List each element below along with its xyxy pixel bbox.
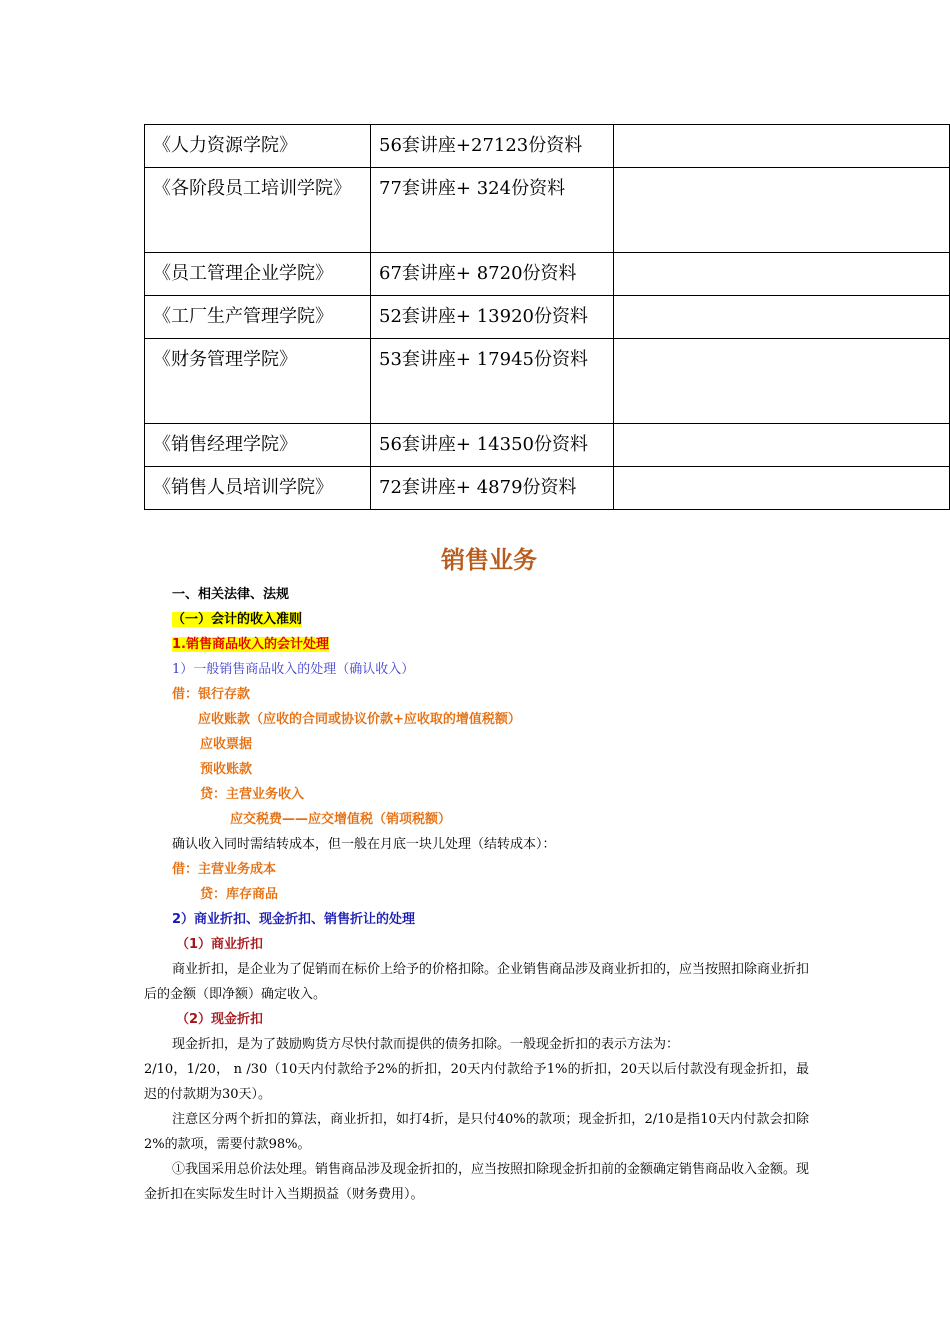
table-row bbox=[145, 125, 950, 168]
table-row bbox=[145, 339, 950, 424]
journal-credit-inventory: 贷：库存商品 bbox=[200, 887, 279, 902]
heading-laws: 一、相关法律、法规 bbox=[172, 587, 290, 602]
heading-sales-revenue: 1.销售商品收入的会计处理 bbox=[172, 637, 329, 652]
table-row bbox=[145, 296, 950, 339]
paragraph-trade-discount: 商业折扣，是企业为了促销而在标价上给予的价格扣除。企业销售商品涉及商业折扣的，应当按照扣除商业折扣后的金额（即净额）确定收入。 bbox=[144, 962, 810, 1002]
course-note bbox=[614, 339, 950, 424]
course-content: 56套讲座+ 14350份资料 bbox=[371, 424, 614, 467]
course-content: 72套讲座+ 4879份资料 bbox=[371, 467, 614, 510]
course-name: 《财务管理学院》 bbox=[145, 339, 371, 424]
section-title: 销售业务 bbox=[441, 546, 537, 574]
paragraph-cash-discount: 现金折扣，是为了鼓励购货方尽快付款而提供的债务扣除。一般现金折扣的表示方法为： bbox=[172, 1037, 680, 1052]
course-content: 53套讲座+ 17945份资料 bbox=[371, 339, 614, 424]
table-row bbox=[145, 168, 950, 253]
paragraph-discount-comparison: 注意区分两个折扣的算法，商业折扣，如打4折，是只付40%的款项；现金折扣，2/10是指10天内付款会扣除2%的款项，需要付款98%。 bbox=[144, 1112, 809, 1152]
course-content: 77套讲座+ 324份资料 bbox=[371, 168, 614, 253]
course-name: 《各阶段员工培训学院》 bbox=[145, 168, 371, 253]
journal-debit-bank: 借：银行存款 bbox=[172, 687, 251, 702]
text-cost-transfer: 确认收入同时需结转成本，但一般在月底一块儿处理（结转成本）： bbox=[172, 837, 556, 852]
table-row bbox=[145, 467, 950, 510]
table-row bbox=[145, 424, 950, 467]
section-content bbox=[144, 582, 809, 1207]
journal-advance-receipts: 预收账款 bbox=[200, 762, 253, 777]
paragraph-discount-terms: 2/10，1/20， n /30（10天内付款给予2%的折扣，20天内付款给予1%的折扣，20天以后付款没有现金折扣，最迟的付款期为30天）。 bbox=[144, 1062, 809, 1102]
paragraph-gross-method: ①我国采用总价法处理。销售商品涉及现金折扣的，应当按照扣除现金折扣前的金额确定销售商品收入金额。现金折扣在实际发生时计入当期损益（财务费用）。 bbox=[144, 1162, 810, 1202]
course-name: 《人力资源学院》 bbox=[145, 125, 371, 168]
table-row bbox=[145, 253, 950, 296]
course-table bbox=[144, 124, 950, 510]
heading-general-sales: 1）一般销售商品收入的处理（确认收入） bbox=[172, 662, 415, 677]
journal-receivable: 应收账款（应收的合同或协议价款+应收取的增值税额） bbox=[198, 712, 521, 727]
course-note bbox=[614, 125, 950, 168]
course-name: 《工厂生产管理学院》 bbox=[145, 296, 371, 339]
course-name: 《员工管理企业学院》 bbox=[145, 253, 371, 296]
course-name: 《销售人员培训学院》 bbox=[145, 467, 371, 510]
heading-trade-discount: （1）商业折扣 bbox=[176, 937, 264, 952]
journal-credit-revenue: 贷：主营业务收入 bbox=[200, 787, 305, 802]
heading-discounts: 2）商业折扣、现金折扣、销售折让的处理 bbox=[172, 912, 416, 927]
heading-cash-discount: （2）现金折扣 bbox=[176, 1012, 264, 1027]
journal-debit-cost: 借：主营业务成本 bbox=[172, 862, 277, 877]
course-name: 《销售经理学院》 bbox=[145, 424, 371, 467]
journal-vat: 应交税费——应交增值税（销项税额） bbox=[230, 812, 452, 827]
course-content: 52套讲座+ 13920份资料 bbox=[371, 296, 614, 339]
course-note bbox=[614, 467, 950, 510]
heading-revenue-standard: （一）会计的收入准则 bbox=[172, 612, 303, 627]
course-content: 67套讲座+ 8720份资料 bbox=[371, 253, 614, 296]
course-note bbox=[614, 253, 950, 296]
course-note bbox=[614, 424, 950, 467]
course-note bbox=[614, 168, 950, 253]
course-note bbox=[614, 296, 950, 339]
course-content: 56套讲座+27123份资料 bbox=[371, 125, 614, 168]
journal-notes-receivable: 应收票据 bbox=[200, 737, 253, 752]
